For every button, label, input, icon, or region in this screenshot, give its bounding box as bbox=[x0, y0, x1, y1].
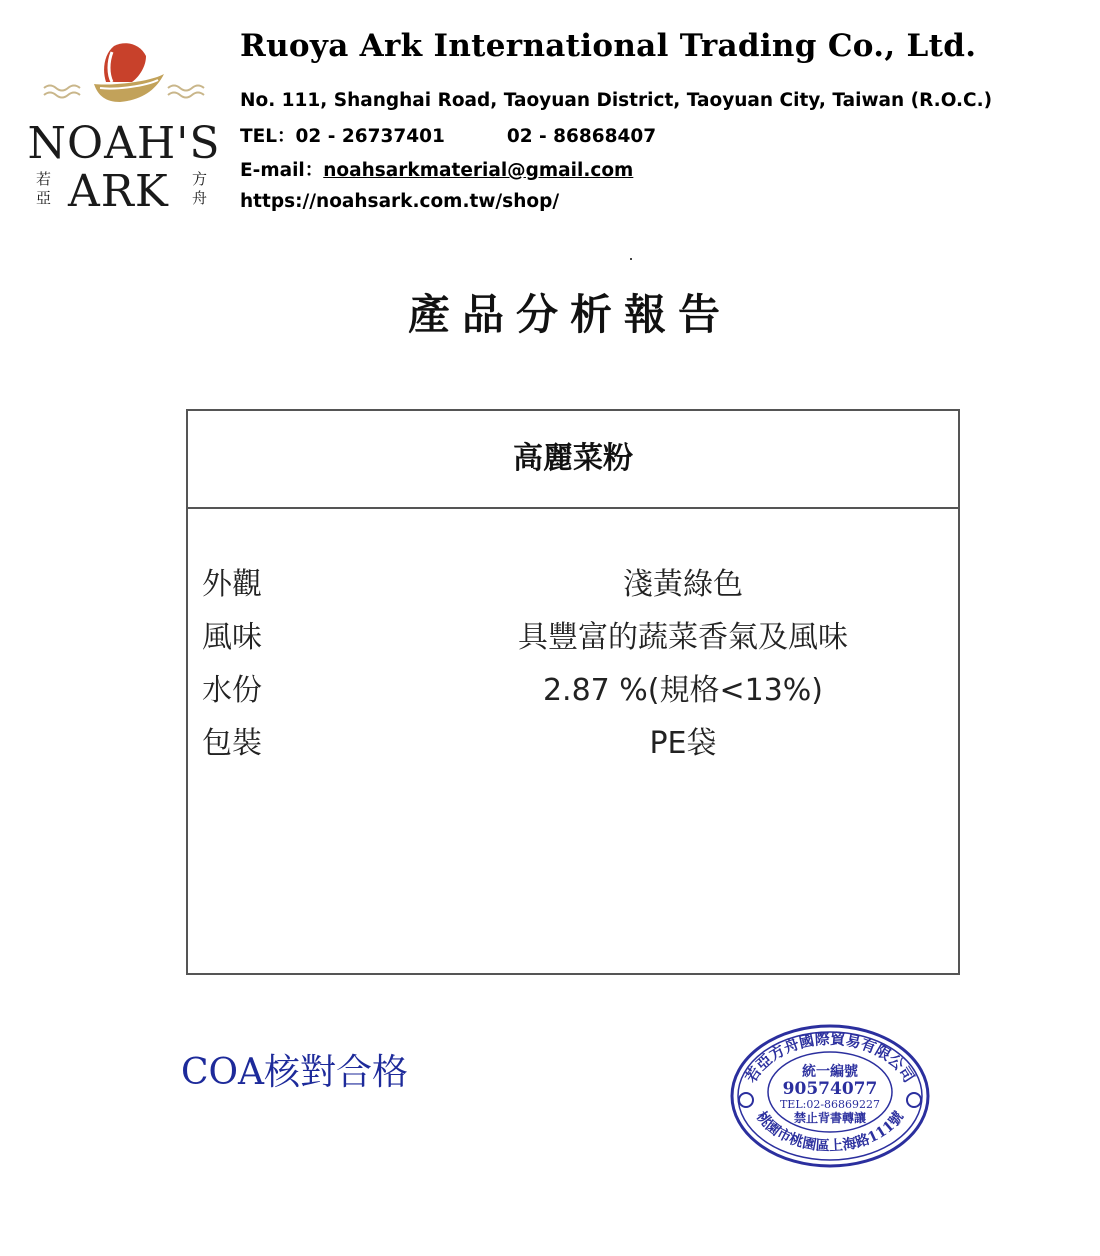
phone-line bbox=[240, 122, 656, 148]
website-link[interactable]: https://noahsark.com.tw/shop/ bbox=[240, 191, 560, 212]
company-name: Ruoya Ark International Trading Co., Ltd. bbox=[240, 28, 977, 64]
row-packaging bbox=[188, 718, 958, 771]
stamp-company-name: 若亞方舟國際貿易有限公司 bbox=[741, 1029, 919, 1086]
tel-number-1: 02 - 26737401 bbox=[295, 126, 445, 147]
product-name: 高麗菜粉 bbox=[188, 411, 958, 509]
email-line bbox=[240, 156, 633, 182]
coa-approval-text: COA核對合格 bbox=[181, 1052, 409, 1093]
stray-dot bbox=[630, 258, 632, 260]
row-label: 包裝 bbox=[202, 726, 262, 761]
stamp-address: 桃園市桃園區上海路111號 bbox=[752, 1108, 908, 1155]
email-link[interactable]: noahsarkmaterial@gmail.com bbox=[323, 160, 634, 181]
row-label: 風味 bbox=[202, 620, 262, 655]
tel-label: TEL： bbox=[240, 126, 296, 147]
stamp-tel: TEL:02-86869227 bbox=[779, 1098, 881, 1111]
stamp-id-number: 90574077 bbox=[782, 1079, 878, 1099]
row-value: PE袋 bbox=[649, 726, 717, 761]
logo-chinese-left: 若亞 bbox=[36, 170, 52, 207]
stamp-notice: 禁止背書轉讓 bbox=[793, 1111, 867, 1125]
row-moisture bbox=[188, 665, 958, 718]
report-title: 產品分析報告 bbox=[407, 290, 732, 339]
row-appearance bbox=[188, 559, 958, 612]
company-logo bbox=[24, 38, 224, 218]
company-address: No. 111, Shanghai Road, Taoyuan District, Taoyuan City, Taiwan (R.O.C.) bbox=[240, 90, 993, 111]
logo-brand-name: NOAH'S bbox=[27, 118, 221, 169]
row-label: 水份 bbox=[202, 673, 262, 708]
analysis-rows bbox=[188, 559, 958, 771]
stamp-id-label: 統一編號 bbox=[802, 1064, 858, 1080]
logo-chinese-right: 方舟 bbox=[192, 170, 208, 207]
logo-brand-ark: ARK bbox=[68, 166, 169, 217]
ship-icon bbox=[42, 38, 206, 110]
email-label: E-mail： bbox=[240, 160, 324, 181]
stamp-flower-icon-left bbox=[739, 1093, 753, 1107]
tel-number-2: 02 - 86868407 bbox=[506, 126, 657, 147]
row-value: 淺黃綠色 bbox=[623, 567, 743, 602]
row-flavor bbox=[188, 612, 958, 665]
analysis-table bbox=[186, 409, 960, 975]
stamp-flower-icon-right bbox=[907, 1093, 921, 1107]
row-value: 具豐富的蔬菜香氣及風味 bbox=[518, 620, 848, 655]
row-value: 2.87 %(規格<13%) bbox=[542, 673, 824, 708]
row-label: 外觀 bbox=[202, 567, 262, 602]
company-seal-stamp bbox=[728, 1022, 932, 1170]
